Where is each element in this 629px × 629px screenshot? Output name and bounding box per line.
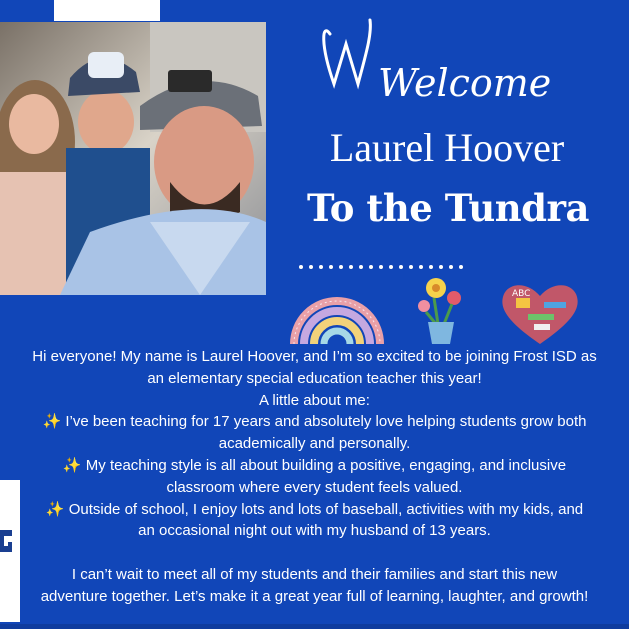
bullet-line: ✨ I’ve been teaching for 17 years and absolutely love helping students grow both: [42, 413, 587, 431]
bottom-edge: [0, 624, 629, 629]
bullet-line: classroom where every student feels valued.: [166, 478, 463, 496]
intro-line: Hi everyone! My name is Laurel Hoover, and I’m so excited to be joining Frost ISD as: [32, 348, 597, 365]
sparkle-icon: ✨: [42, 413, 62, 431]
spacer: [0, 542, 629, 564]
welcome-script: [300, 14, 560, 106]
sparkle-icon: ✨: [62, 456, 82, 474]
introduction-message: [0, 346, 629, 608]
welcome-text: Welcome: [378, 61, 552, 105]
tundra-heading: To the Tundra: [306, 186, 590, 230]
about-heading: A little about me:: [259, 391, 370, 409]
bullet-line: an occasional night out with my husband of 13 years.: [138, 522, 491, 540]
top-white-tab: [54, 0, 160, 21]
dotted-divider: [298, 264, 464, 270]
closing-line: I can’t wait to meet all of my students and their families and start this new: [71, 566, 558, 584]
bullet-line: ✨ My teaching style is all about building a positive, engaging, and inclusive: [62, 456, 567, 474]
teacher-name: Laurel Hoover: [329, 125, 565, 170]
bullet-line: academically and personally.: [218, 435, 411, 453]
family-photo: [0, 22, 266, 295]
school-supplies-heart-icon: [498, 280, 582, 346]
rainbow-icon: [288, 276, 386, 346]
sparkle-icon: ✨: [45, 500, 65, 518]
intro-line: an elementary special education teacher this year!: [147, 369, 482, 387]
flower-pot-icon: [414, 272, 472, 346]
bullet-line: ✨ Outside of school, I enjoy lots and lots of baseball, activities with my kids, and: [45, 500, 584, 518]
closing-line: adventure together. Let’s make it a great year full of learning, laughter, and growth!: [40, 587, 589, 605]
svg-text:ABC: ABC: [512, 289, 531, 299]
